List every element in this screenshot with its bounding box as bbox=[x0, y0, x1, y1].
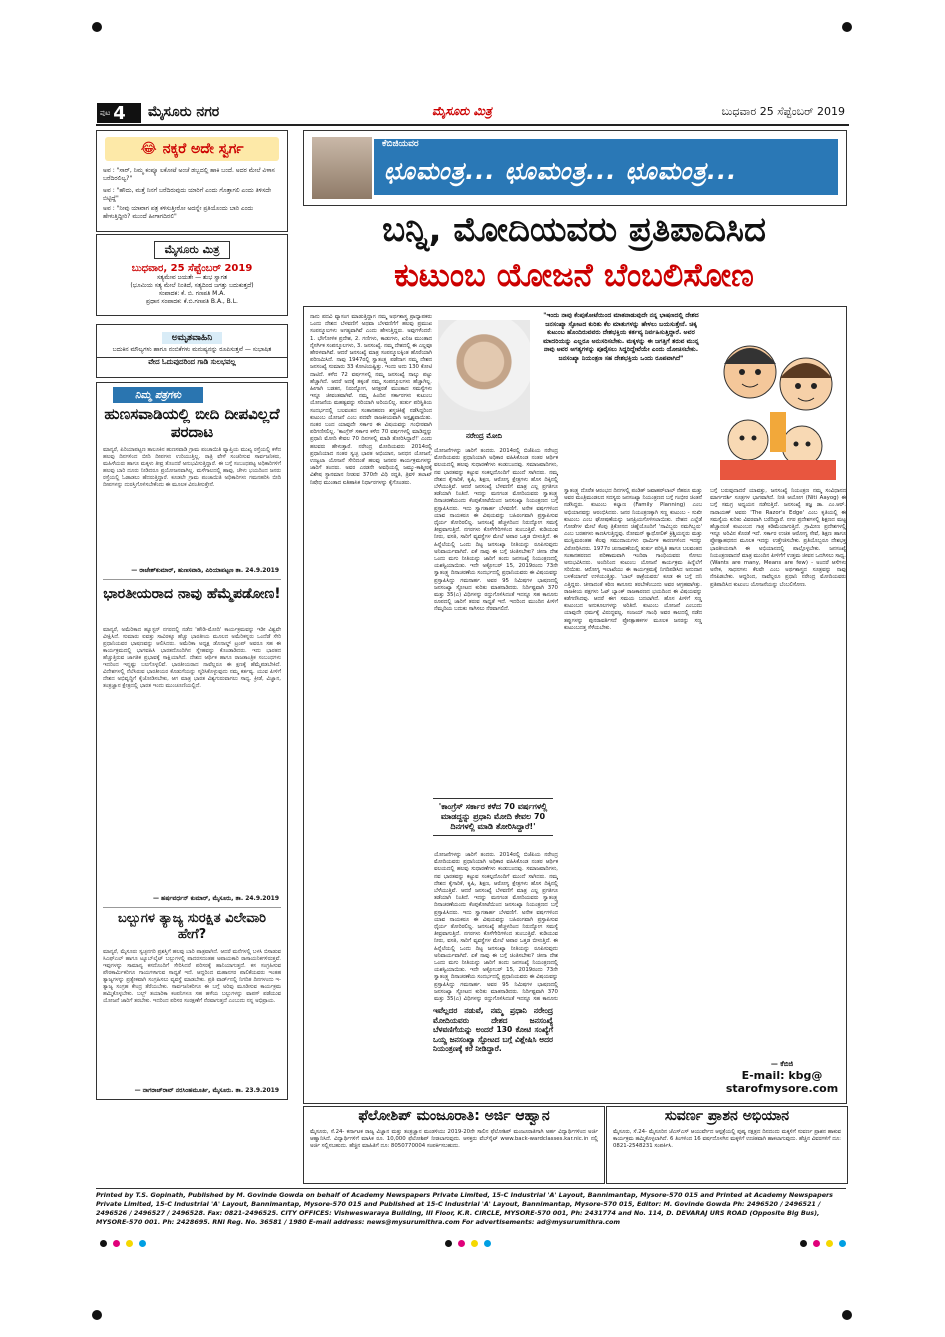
photo-caption: ನರೇಂದ್ರ ಮೋದಿ bbox=[465, 432, 503, 440]
header-rule bbox=[96, 124, 849, 126]
humour-box bbox=[96, 130, 288, 232]
author-contact bbox=[720, 1060, 844, 1095]
article-column-3: ಸ್ವಾತಂತ್ರ್ಯ ದೊರೆತ ಆರಂಭದ ದಿನಗಳಲ್ಲಿ ಪಂಡಿತ್ ಜವಾಹರ್‌ಲಾಲ್ ನೆಹರೂ ಮತ್ತು ಅವರ ಮಂತ್ರಿಮಂಡಲದ ಸದಸ್ಯರು ಜನಸಂಖ್ಯಾ ನಿಯಂತ್ರಣದ ಬಗ್ಗೆ ಗಂಭೀರ ಚಿಂತನೆ ನಡೆಸಿದ್ದರು. ಕುಟುಂಬ ಕಲ್ಯಾಣ (Family Planning) ಎಂಬ ಅಭಿಯಾನವನ್ನು ಆರಂಭಿಸಿದರು. ಜನರ ನಿಯಂತ್ರಣಕ್ಕಾಗಿ ಸಣ್ಣ ಕುಟುಂಬ - ಸುಖೀ ಕುಟುಂಬ ಎಂಬ ಘೋಷಣೆಯನ್ನು ಜನಪ್ರಿಯಗೊಳಿಸಲಾಯಿತು. ದೇಶದ ಎಲ್ಲೆಡೆ ಗೋಡೆಗಳ ಮೇಲೆ ಕೆಂಪು ತ್ರಿಕೋನದ ಚಿಹ್ನೆಯೊಂದಿಗೆ 'ನಾವಿಬ್ಬರು ನಮಗಿಬ್ಬರು' ಎಂಬ ಬರಹಗಳು ಕಾಣಸಿಗುತ್ತಿದ್ದವು. ರೋಮನ್ ಕ್ಯಾಥೋಲಿಕ್ ಕ್ರಿಶ್ಚಿಯನ್ನರು ಮತ್ತು ಮುಸ್ಲಿಮರಂತಹ ಕೆಲವು ಸಮುದಾಯಗಳು ಧಾರ್ಮಿಕ ಕಾರಣಗಳಿಂದ ಇದನ್ನು ವಿರೋಧಿಸಿದರು. 1977ರ ಚುನಾವಣೆಯಲ್ಲಿ ತುರ್ತು ಪರಿಸ್ಥಿತಿ ಹಾಗೂ ಬಲವಂತದ ಸಂತಾನಹರಣದ ಪರಿಣಾಮವಾಗಿ ಇಂದಿರಾ ಗಾಂಧಿಯವರು ಸೋಲು ಅನುಭವಿಸಿದರು. ಅಂದಿನಿಂದ ಕುಟುಂಬ ಯೋಜನೆ ಕಾರ್ಯಕ್ರಮ ಹಿನ್ನೆಲೆಗೆ ಸರಿಯಿತು. ಆರೋಗ್ಯ ಇಲಾಖೆಯು ಈ ಕಾರ್ಯಕ್ರಮಕ್ಕೆ ನಿಗದಿಪಡಿಸಿದ ಅನುದಾನ ಬಳಕೆಯಾಗದೆ ಉಳಿಯುತ್ತಿತ್ತು. 'ಬಾಲ್ ಠಾಕ್ರೆಯವರು' ಕೂಡ ಈ ಬಗ್ಗೆ ದನಿ ಎತ್ತಿದ್ದರು. ಚೀನಾದಂತೆ ಕಠಿಣ ಕಾನೂನು ತರಬೇಕೆಂಬುದು ಅವರ ಆಗ್ರಹವಾಗಿತ್ತು. ರಾಜಕೀಯ ಪಕ್ಷಗಳು ಓಟ್ ಬ್ಯಾಂಕ್ ರಾಜಕಾರಣದ ಭಯದಿಂದ ಈ ವಿಷಯವನ್ನು ಕಡೆಗಣಿಸಿದವು. ಆದರೆ ಈಗ ಸಮಯ ಬದಲಾಗಿದೆ. ಹೊಸ ಪೀಳಿಗೆ ಸಣ್ಣ ಕುಟುಂಬದ ಅನುಕೂಲಗಳನ್ನು ಅರಿತಿದೆ. ಕುಟುಂಬ ಯೋಜನೆ ಎಂಬುದು ಯಾವುದೇ ಧರ್ಮಕ್ಕೆ ವಿರುದ್ಧವಲ್ಲ. ಸಂಜಯ್ ಗಾಂಧಿ ಅವರ ಕಾಲದಲ್ಲಿ ನಡೆದ ತಪ್ಪುಗಳನ್ನು ಪುನರಾವರ್ತಿಸದೆ ಪ್ರೋತ್ಸಾಹಕಗಳ ಮೂಲಕ ಜನರನ್ನು ಸಣ್ಣ ಕುಟುಂಬದತ್ತ ಸೆಳೆಯಬೇಕು. bbox=[564, 488, 702, 631]
print-imprint: Printed by T.S. Gopinath, Published by M. Govinde Gowda on behalf of Academy Newspapers Private Limited, 15-C Industrial 'A' Layout, Bannimantap, Mysore-570 015 and Printed at Academy Newspapers Private Limited, 15-C Industrial 'A' Layout, Bannimantap, Mysore-570 015 and Published at 15-C Industrial 'A' Layout, Bannimantap, Mysore-570 015, Editor: M. Govinde Gowda Ph: 2496520 / 2496521 / 2496526 / 2496527 / 2496528. Fax: 0821-2496525. CITY OFFICES: Vishweswaraya Building, III Floor, K.R. CIRCLE, MYSORE-570 001, Ph: 2431774 and No. 114, D. DEVARAJ URS ROAD (Opposite Big Bus), MYSORE-570 001. Ph: 2428695. RNI Reg. No. 36581 / 1980 E-mail address: news@mysurumithra.com For advertisements: ad@mysurumithra.com bbox=[96, 1188, 846, 1227]
quote-of-day-title: ಅಮೃತವಾಹಿನಿ bbox=[162, 332, 222, 344]
article-column-2b: ಯೋಜನೆಗಳನ್ನು ಜಾರಿಗೆ ತಂದರು. 2014ರಲ್ಲಿ ಬಿಜೆಪಿಯ ನರೇಂದ್ರ ಮೋದಿಯವರು ಪ್ರಧಾನಿಯಾಗಿ ಅಧಿಕಾರ ವಹಿಸಿಕೊಂಡ ನಂತರ ಆರ್ಥಿಕ ವಲಯದಲ್ಲಿ ಹಲವು ಸುಧಾರಣೆಗಳು ಕಂಡುಬಂದವು. ಸಮಾಜವಾದಿಗಳು, ನವ ಭಾರತವನ್ನು ಕಟ್ಟುವ ಸಂಕಲ್ಪದೊಂದಿಗೆ ಮುಂದೆ ಸಾಗಿದರು. ನಮ್ಮ ದೇಶದ ಕೈಗಾರಿಕೆ, ಕೃಷಿ, ಶಿಕ್ಷಣ, ಆರೋಗ್ಯ ಕ್ಷೇತ್ರಗಳು ಹೊಸ ದಿಕ್ಕಿನಲ್ಲಿ ಬೆಳೆಯುತ್ತಿವೆ. ಆದರೆ ಜನಸಂಖ್ಯೆ ಬೆಳವಣಿಗೆ ಮಾತ್ರ ಎಲ್ಲ ಪ್ರಗತಿಗೂ ತಡೆಯಾಗಿ ನಿಂತಿದೆ. ಇದನ್ನು ಮನಗಂಡ ಮೋದಿಯವರು ಸ್ವಾತಂತ್ರ್ಯ ದಿನಾಚರಣೆಯಂದು ಕೆಂಪುಕೋಟೆಯಿಂದ ಜನಸಂಖ್ಯಾ ನಿಯಂತ್ರಣದ ಬಗ್ಗೆ ಪ್ರಸ್ತಾಪಿಸಿದರು. ಇದು ಸ್ವಾಗತಾರ್ಹ ಬೆಳವಣಿಗೆ. ಅನೇಕ ವರ್ಷಗಳಿಂದ ಯಾವ ನಾಯಕರೂ ಈ ವಿಷಯವನ್ನು ಬಹಿರಂಗವಾಗಿ ಪ್ರಸ್ತಾಪಿಸುವ ಧೈರ್ಯ ತೋರಿರಲಿಲ್ಲ. ಜನಸಂಖ್ಯೆ ಹೆಚ್ಚಳದಿಂದ ನಿರುದ್ಯೋಗ ಸಮಸ್ಯೆ ತೀವ್ರವಾಗುತ್ತಿದೆ. ನಗರಗಳು ಕೊಳೆಗೇರಿಗಳಿಂದ ತುಂಬುತ್ತಿವೆ. ಕುಡಿಯುವ ನೀರು, ವಸತಿ, ಸಾರಿಗೆ ವ್ಯವಸ್ಥೆಗಳ ಮೇಲೆ ಅಪಾರ ಒತ್ತಡ ಬೀಳುತ್ತಿದೆ. ಈ ಹಿನ್ನೆಲೆಯಲ್ಲಿ ಒಂದು ದಿಟ್ಟ ಜನಸಂಖ್ಯಾ ನೀತಿಯನ್ನು ರೂಪಿಸುವುದು ಅನಿವಾರ್ಯವಾಗಿದೆ. ಏಕೆ ನಾವು ಈ ಬಗ್ಗೆ ಚಿಂತಿಸಬೇಕು? ಚೀನಾ ದೇಶ ಒಂದು ಮಗು ನೀತಿಯನ್ನು ಜಾರಿಗೆ ತಂದು ಜನಸಂಖ್ಯೆ ನಿಯಂತ್ರಣದಲ್ಲಿ ಯಶಸ್ವಿಯಾಯಿತು. ಇದೇ ಅಕ್ಟೋಬರ್ 15, 2019ರಂದು 73ನೇ ಸ್ವಾತಂತ್ರ್ಯ ದಿನಾಚರಣೆಯ ಸಂದರ್ಭದಲ್ಲಿ ಪ್ರಧಾನಿಯವರು ಈ ವಿಷಯವನ್ನು ಪ್ರಸ್ತಾಪಿಸಿದ್ದು ಗಮನಾರ್ಹ. ಅವರ 95 ನಿಮಿಷಗಳ ಭಾಷಣದಲ್ಲಿ ಜನಸಂಖ್ಯಾ ಸ್ಫೋಟದ ಕುರಿತು ಮಾತನಾಡಿದರು. ನಿರ್ದಿಷ್ಟವಾಗಿ 370 ಮತ್ತು 35(ಎ) ವಿಧಿಗಳನ್ನು ರದ್ದುಗೊಳಿಸಿದಂತೆ ಇದನ್ನೂ ಸಹ ಕಾನೂನು bbox=[434, 852, 558, 1002]
issue-date: ಬುಧವಾರ 25 ಸೆಪ್ಟೆಂಬರ್ 2019 bbox=[721, 105, 845, 118]
article-headline: ಬನ್ನಿ, ಮೋದಿಯವರು ಪ್ರತಿಪಾದಿಸಿದ bbox=[382, 210, 766, 250]
masthead-line: ಸತ್ಯಮೇವ ಜಯತೇ — ಶುಭ ಸ್ವಾಗತ bbox=[156, 274, 228, 281]
joke-text: ಅವ : "ಸಾರ್, ನಿಮ್ಮ ಕಂಪ್ಯೂ ಲಕೋಟೆ ಅಂಚೆ ಡಬ್ಬದಲ್ಲಿ ಹಾಕಿ ಬಂದೆ. ಅದರ ಮೇಲೆ ವಿಳಾಸ ಬರೆದಿರಲಿಲ್ವ?" bbox=[103, 167, 275, 182]
quote-of-day-box bbox=[96, 324, 288, 378]
registration-mark bbox=[842, 1310, 852, 1320]
suvarna-notice bbox=[606, 1106, 848, 1184]
quote-of-day-line: ವೇದ ಓದುವುದರಿಂದ ಗಾಡಿ ಸುಲಭವಲ್ಲ bbox=[97, 357, 287, 367]
author-email[interactable]: E-mail: kbg@ bbox=[741, 1069, 823, 1082]
columnist-photo bbox=[312, 137, 372, 199]
editor-line: ಸಂಪಾದಕ: ಕೆ. ಬಿ. ಗಣಪತಿ M.A. bbox=[158, 290, 226, 297]
page-label: ಪುಟ bbox=[100, 108, 111, 117]
column-banner bbox=[303, 130, 847, 206]
author-website[interactable]: starofmysore.com bbox=[725, 1082, 839, 1095]
pull-quote: 'ಕಾಂಗ್ರೆಸ್ ಸರ್ಕಾರ ಕಳೆದ 70 ವರ್ಷಗಳಲ್ಲಿ ಮಾಡದ್ದನ್ನು ಪ್ರಧಾನಿ ಮೋದಿ ಕೇವಲ 70 ದಿನಗಳಲ್ಲಿ ಮಾಡಿ ತೋರಿಸಿದ್ದಾರೆ!' bbox=[433, 798, 553, 836]
letter-signature: — ನಾಗರಾಜ್‌ರಾವ್ ನರಸಿಂಹಮೂರ್ತಿ, ಮೈಸೂರು. ತಾ. 23.9.2019 bbox=[134, 1087, 279, 1094]
letters-section bbox=[96, 382, 288, 1100]
registration-mark bbox=[92, 1310, 102, 1320]
fellowship-notice bbox=[303, 1106, 605, 1184]
page-number-badge bbox=[97, 103, 141, 123]
suvarna-title: ಸುವರ್ಣ ಪ್ರಾಶನ ಅಭಿಯಾನ bbox=[664, 1108, 790, 1124]
article-column-1: ನಾನು ಪದವಿ ವ್ಯಾಸಂಗ ಮಾಡುತ್ತಿದ್ದಾಗ ನಮ್ಮ ಅರ್ಥಶಾಸ್ತ್ರ ಪ್ರಾಧ್ಯಾಪಕರು ಒಂದು ದೇಶದ ಬೆಳವಣಿಗೆ ಅಥವಾ ಬೆಳವಣಿಗೆಗೆ ಹಲವು ಪ್ರಮುಖ ಸಂಪನ್ಮೂಲಗಳು ಅಗತ್ಯವಾಗಿವೆ ಎಂದು ಹೇಳುತ್ತಿದ್ದರು. ಅವುಗಳೆಂದರೆ: 1. ಭೌಗೋಳಿಕ ಪ್ರದೇಶ, 2. ಗಣಿಗಳು, ಕಾಡುಗಳು, ಖನಿಜ ಮುಂತಾದ ನೈಸರ್ಗಿಕ ಸಂಪನ್ಮೂಲಗಳು, 3. ಜನಸಂಖ್ಯೆ. ನಮ್ಮ ದೇಶದಲ್ಲಿ ಈ ಎಲ್ಲವೂ ಹೇರಳವಾಗಿವೆ. ಆದರೆ ಜನಸಂಖ್ಯೆ ಮಾತ್ರ ಸಂಪನ್ಮೂಲಕ್ಕಿಂತ ಹೊರೆಯಾಗಿ ಪರಿಣಮಿಸಿದೆ. ನಾವು 1947ರಲ್ಲಿ ಸ್ವಾತಂತ್ರ್ಯ ಪಡೆದಾಗ ನಮ್ಮ ದೇಶದ ಜನಸಂಖ್ಯೆ ಸುಮಾರು 33 ಕೋಟಿಯಷ್ಟಿತ್ತು. ಇಂದು ಅದು 130 ಕೋಟಿ ದಾಟಿದೆ. ಕಳೆದ 72 ವರ್ಷಗಳಲ್ಲಿ ನಮ್ಮ ಜನಸಂಖ್ಯೆ ನಾಲ್ಕು ಪಟ್ಟು ಹೆಚ್ಚಾಗಿದೆ. ಆದರೆ ಅದಕ್ಕೆ ತಕ್ಕಂತೆ ನಮ್ಮ ಸಂಪನ್ಮೂಲಗಳು ಹೆಚ್ಚಾಗಿಲ್ಲ. ಹೀಗಾಗಿ ಬಡತನ, ನಿರುದ್ಯೋಗ, ಅನಕ್ಷರತೆ ಮುಂತಾದ ಸಮಸ್ಯೆಗಳು ಇನ್ನೂ ಜೀವಂತವಾಗಿವೆ. ನಮ್ಮ ಹಿಂದಿನ ಸರ್ಕಾರಗಳು ಕುಟುಂಬ ಯೋಜನೆಯ ಮಹತ್ವವನ್ನು ಸರಿಯಾಗಿ ಅರಿಯಲಿಲ್ಲ. ತುರ್ತು ಪರಿಸ್ಥಿತಿಯ ಸಂದರ್ಭದಲ್ಲಿ ಬಲವಂತದ ಸಂತಾನಹರಣ ಶಸ್ತ್ರಚಿಕಿತ್ಸೆ ನಡೆಸಿದ್ದರಿಂದ ಕುಟುಂಬ ಯೋಜನೆ ಎಂಬ ಪದವೇ ರಾಜಕೀಯವಾಗಿ ಅಸ್ಪೃಶ್ಯವಾಯಿತು. ನಂತರ ಬಂದ ಯಾವುದೇ ಸರ್ಕಾರ ಈ ವಿಷಯವನ್ನು ಗಂಭೀರವಾಗಿ ಪರಿಗಣಿಸಲಿಲ್ಲ. 'ಕಾಂಗ್ರೆಸ್ ಸರ್ಕಾರ ಕಳೆದ 70 ವರ್ಷಗಳಲ್ಲಿ ಮಾಡಿದ್ದನ್ನು ಪ್ರಧಾನಿ ಮೋದಿ ಕೇವಲ 70 ದಿನಗಳಲ್ಲಿ ಮಾಡಿ ತೋರಿಸಿದ್ದಾರೆ!' ಎಂದು ಹಲವರು ಹೇಳುತ್ತಾರೆ. ನರೇಂದ್ರ ಮೋದಿಯವರು 2014ರಲ್ಲಿ ಪ್ರಧಾನಿಯಾದ ನಂತರ ಸ್ವಚ್ಛ ಭಾರತ ಅಭಿಯಾನ, ಜನಧನ ಯೋಜನೆ, ಉಜ್ವಲಾ ಯೋಜನೆ ಸೇರಿದಂತೆ ಹಲವು ಜನಪರ ಕಾರ್ಯಕ್ರಮಗಳನ್ನು ಜಾರಿಗೆ ತಂದರು. ಅವರ ಎರಡನೇ ಅವಧಿಯಲ್ಲಿ ಜಮ್ಮು-ಕಾಶ್ಮೀರಕ್ಕೆ ವಿಶೇಷ ಸ್ಥಾನಮಾನ ನೀಡುವ 370ನೇ ವಿಧಿ ರದ್ದತಿ, ತ್ರಿವಳಿ ತಲಾಖ್ ನಿಷೇಧ ಮುಂತಾದ ಐತಿಹಾಸಿಕ ನಿರ್ಧಾರಗಳನ್ನು ಕೈಗೊಂಡರು. bbox=[310, 314, 432, 486]
letter-body: ಮಾನ್ಯರೆ, ಪಿರಿಯಾಪಟ್ಟಣ ತಾಲೂಕಿನ ಹುಣಸವಾಡಿ ಗ್ರಾಮ ಪಂಚಾಯಿತಿ ವ್ಯಾಪ್ತಿಯ ಮುಖ್ಯ ರಸ್ತೆಯಲ್ಲಿ ಕಳೆದ ಹಲವು ದಿನಗಳಿಂದ ಬೀದಿ ದೀಪಗಳು ಉರಿಯುತ್ತಿಲ್ಲ. ರಾತ್ರಿ ವೇಳೆ ಸಂಚರಿಸುವ ಸಾರ್ವಜನಿಕರು, ಮಹಿಳೆಯರು ಹಾಗೂ ಮಕ್ಕಳು ತೀವ್ರ ತೊಂದರೆ ಅನುಭವಿಸುತ್ತಿದ್ದಾರೆ. ಈ ಬಗ್ಗೆ ಸಂಬಂಧಪಟ್ಟ ಅಧಿಕಾರಿಗಳಿಗೆ ಹಲವು ಬಾರಿ ದೂರು ನೀಡಿದರೂ ಪ್ರಯೋಜನವಾಗಿಲ್ಲ. ಮಳೆಗಾಲದಲ್ಲಿ ಹಾವು, ಚೇಳು ಭಯದಿಂದ ಜನರು ರಸ್ತೆಯಲ್ಲಿ ಓಡಾಡಲು ಹೆದರುತ್ತಿದ್ದಾರೆ. ಕೂಡಲೇ ಗ್ರಾಮ ಪಂಚಾಯಿತಿ ಅಧಿಕಾರಿಗಳು ಗಮನಹರಿಸಿ ಬೀದಿ ದೀಪಗಳನ್ನು ದುರಸ್ತಿಗೊಳಿಸಬೇಕೆಂದು ಈ ಮೂಲಕ ವಿನಂತಿಸುತ್ತೇನೆ. bbox=[103, 447, 281, 488]
author-sign: — ಕೆಬಿಜಿ bbox=[770, 1060, 794, 1068]
fellowship-body: ಮೈಸೂರು, ಸೆ.24- ಕರ್ನಾಟಕ ರಾಜ್ಯ ವಿಜ್ಞಾನ ಮತ್ತು ತಂತ್ರಜ್ಞಾನ ಮಂಡಳಿಯು 2019-20ನೇ ಸಾಲಿನ ಫೆಲೋಶಿಪ್ ಮಂಜೂರಾತಿಗಾಗಿ ಅರ್ಹ ವಿದ್ಯಾರ್ಥಿಗಳಿಂದ ಅರ್ಜಿ ಆಹ್ವಾನಿಸಿದೆ. ವಿದ್ಯಾರ್ಥಿಗಳಿಗೆ ಮಾಸಿಕ ರೂ. 10,000 ಫೆಲೋಶಿಪ್ ನೀಡಲಾಗುವುದು. ಆಸಕ್ತರು ವೆಬ್‌ಸೈಟ್ www.back-wardclasses.kar.nic.in ನಲ್ಲಿ ಅರ್ಜಿ ಸಲ್ಲಿಸಬಹುದು. ಹೆಚ್ಚಿನ ಮಾಹಿತಿಗೆ ದೂ: 8050770004 ಸಂಪರ್ಕಿಸಬಹುದು. bbox=[310, 1129, 598, 1149]
modi-photo bbox=[438, 320, 530, 430]
registration-mark bbox=[92, 22, 102, 32]
pull-quote-2: ಇವೆಲ್ಲದರ ನಡುವೆ, ನಮ್ಮ ಪ್ರಧಾನಿ ನರೇಂದ್ರ ಮೋದಿಯವರು ದೇಶದ ಜನಸಂಖ್ಯೆ ಬೆಳವಣಿಗೆಯನ್ನು ಅಂದರೆ 130 ಕೋಟಿ ಸಂಖ್ಯೆಗೆ ಒಯ್ದ ಜನಸಂಖ್ಯಾ ಸ್ಫೋಟದ ಬಗ್ಗೆ ವಿಶ್ಲೇಷಿಸಿ ಅದರ ನಿಯಂತ್ರಣಕ್ಕೆ ಕರೆ ನೀಡಿದ್ದಾರೆ. bbox=[433, 1006, 553, 1053]
masthead-date: ಬುಧವಾರ, 25 ಸೆಪ್ಟೆಂಬರ್ 2019 bbox=[131, 263, 253, 274]
publisher-line: ಪ್ರಧಾನ ಸಂಪಾದಕ: ಕೆ.ಬಿ.ಗಣಪತಿ B.A., B.L. bbox=[146, 298, 238, 305]
divider bbox=[103, 579, 281, 580]
letter-body: ಮಾನ್ಯರೆ, ಅಮೆರಿಕಾದ ಹ್ಯೂಸ್ಟನ್ ನಗರದಲ್ಲಿ ನಡೆದ 'ಹೌಡಿ-ಮೋದಿ' ಕಾರ್ಯಕ್ರಮವನ್ನು ಇಡೀ ವಿಶ್ವವೇ ವೀಕ್ಷಿಸಿದೆ. ಸುಮಾರು ಐವತ್ತು ಸಾವಿರಕ್ಕೂ ಹೆಚ್ಚು ಭಾರತೀಯ ಮೂಲದ ಅಮೆರಿಕನ್ನರು ಒಂದೆಡೆ ಸೇರಿ ಪ್ರಧಾನಿಯವರ ಭಾಷಣವನ್ನು ಆಲಿಸಿದರು. ಅಮೆರಿಕಾ ಅಧ್ಯಕ್ಷ ಡೊನಾಲ್ಡ್ ಟ್ರಂಪ್ ಅವರೂ ಸಹ ಈ ಕಾರ್ಯಕ್ರಮದಲ್ಲಿ ಭಾಗವಹಿಸಿ ಭಾರತದೊಂದಿಗಿನ ಸ್ನೇಹವನ್ನು ಕೊಂಡಾಡಿದರು. ಇದು ಭಾರತದ ಹೆಚ್ಚುತ್ತಿರುವ ಜಾಗತಿಕ ಪ್ರಭಾವಕ್ಕೆ ಸಾಕ್ಷಿಯಾಗಿದೆ. ದೇಶದ ಆರ್ಥಿಕ ಹಾಗೂ ರಾಜತಾಂತ್ರಿಕ ಸಂಬಂಧಗಳು ಇದರಿಂದ ಇನ್ನಷ್ಟು ಬಲಗೊಳ್ಳಲಿವೆ. ಭಾರತೀಯರಾದ ನಾವೆಲ್ಲರೂ ಈ ಕ್ಷಣಕ್ಕೆ ಹೆಮ್ಮೆಪಡಬೇಕಿದೆ. ವಿದೇಶಗಳಲ್ಲಿ ನೆಲೆಸಿರುವ ಭಾರತೀಯರ ಕೊಡುಗೆಯನ್ನು ಸ್ಮರಿಸಿಕೊಳ್ಳುವುದು ನಮ್ಮ ಕರ್ತವ್ಯ. ಯುವ ಪೀಳಿಗೆ ದೇಶದ ಅಭಿವೃದ್ಧಿಗೆ ಕೈಜೋಡಿಸಬೇಕು, ಆಗ ಮಾತ್ರ ಭಾರತ ವಿಶ್ವಗುರುವಾಗಲು ಸಾಧ್ಯ. ಕ್ರೀಡೆ, ವಿಜ್ಞಾನ, ತಂತ್ರಜ್ಞಾನ ಕ್ಷೇತ್ರದಲ್ಲಿ ಭಾರತ ಇಂದು ಮುಂಚೂಣಿಯಲ್ಲಿದೆ. bbox=[103, 627, 281, 689]
letter-headline: ಭಾರತೀಯರಾದ ನಾವು ಹೆಮ್ಮೆಪಡೋಣ! bbox=[103, 586, 281, 602]
fellowship-title: ಫೆಲೋಶಿಪ್ ಮಂಜೂರಾತಿ: ಅರ್ಜಿ ಆಹ್ವಾನ bbox=[358, 1108, 550, 1124]
color-dots bbox=[100, 1240, 146, 1247]
article-column-2: ಯೋಜನೆಗಳನ್ನು ಜಾರಿಗೆ ತಂದರು. 2014ರಲ್ಲಿ ಬಿಜೆಪಿಯ ನರೇಂದ್ರ ಮೋದಿಯವರು ಪ್ರಧಾನಿಯಾಗಿ ಅಧಿಕಾರ ವಹಿಸಿಕೊಂಡ ನಂತರ ಆರ್ಥಿಕ ವಲಯದಲ್ಲಿ ಹಲವು ಸುಧಾರಣೆಗಳು ಕಂಡುಬಂದವು. ಸಮಾಜವಾದಿಗಳು, ನವ ಭಾರತವನ್ನು ಕಟ್ಟುವ ಸಂಕಲ್ಪದೊಂದಿಗೆ ಮುಂದೆ ಸಾಗಿದರು. ನಮ್ಮ ದೇಶದ ಕೈಗಾರಿಕೆ, ಕೃಷಿ, ಶಿಕ್ಷಣ, ಆರೋಗ್ಯ ಕ್ಷೇತ್ರಗಳು ಹೊಸ ದಿಕ್ಕಿನಲ್ಲಿ ಬೆಳೆಯುತ್ತಿವೆ. ಆದರೆ ಜನಸಂಖ್ಯೆ ಬೆಳವಣಿಗೆ ಮಾತ್ರ ಎಲ್ಲ ಪ್ರಗತಿಗೂ ತಡೆಯಾಗಿ ನಿಂತಿದೆ. ಇದನ್ನು ಮನಗಂಡ ಮೋದಿಯವರು ಸ್ವಾತಂತ್ರ್ಯ ದಿನಾಚರಣೆಯಂದು ಕೆಂಪುಕೋಟೆಯಿಂದ ಜನಸಂಖ್ಯಾ ನಿಯಂತ್ರಣದ ಬಗ್ಗೆ ಪ್ರಸ್ತಾಪಿಸಿದರು. ಇದು ಸ್ವಾಗತಾರ್ಹ ಬೆಳವಣಿಗೆ. ಅನೇಕ ವರ್ಷಗಳಿಂದ ಯಾವ ನಾಯಕರೂ ಈ ವಿಷಯವನ್ನು ಬಹಿರಂಗವಾಗಿ ಪ್ರಸ್ತಾಪಿಸುವ ಧೈರ್ಯ ತೋರಿರಲಿಲ್ಲ. ಜನಸಂಖ್ಯೆ ಹೆಚ್ಚಳದಿಂದ ನಿರುದ್ಯೋಗ ಸಮಸ್ಯೆ ತೀವ್ರವಾಗುತ್ತಿದೆ. ನಗರಗಳು ಕೊಳೆಗೇರಿಗಳಿಂದ ತುಂಬುತ್ತಿವೆ. ಕುಡಿಯುವ ನೀರು, ವಸತಿ, ಸಾರಿಗೆ ವ್ಯವಸ್ಥೆಗಳ ಮೇಲೆ ಅಪಾರ ಒತ್ತಡ ಬೀಳುತ್ತಿದೆ. ಈ ಹಿನ್ನೆಲೆಯಲ್ಲಿ ಒಂದು ದಿಟ್ಟ ಜನಸಂಖ್ಯಾ ನೀತಿಯನ್ನು ರೂಪಿಸುವುದು ಅನಿವಾರ್ಯವಾಗಿದೆ. ಏಕೆ ನಾವು ಈ ಬಗ್ಗೆ ಚಿಂತಿಸಬೇಕು? ಚೀನಾ ದೇಶ ಒಂದು ಮಗು ನೀತಿಯನ್ನು ಜಾರಿಗೆ ತಂದು ಜನಸಂಖ್ಯೆ ನಿಯಂತ್ರಣದಲ್ಲಿ ಯಶಸ್ವಿಯಾಯಿತು. ಇದೇ ಅಕ್ಟೋಬರ್ 15, 2019ರಂದು 73ನೇ ಸ್ವಾತಂತ್ರ್ಯ ದಿನಾಚರಣೆಯ ಸಂದರ್ಭದಲ್ಲಿ ಪ್ರಧಾನಿಯವರು ಈ ವಿಷಯವನ್ನು ಪ್ರಸ್ತಾಪಿಸಿದ್ದು ಗಮನಾರ್ಹ. ಅವರ 95 ನಿಮಿಷಗಳ ಭಾಷಣದಲ್ಲಿ ಜನಸಂಖ್ಯಾ ಸ್ಫೋಟದ ಕುರಿತು ಮಾತನಾಡಿದರು. ನಿರ್ದಿಷ್ಟವಾಗಿ 370 ಮತ್ತು 35(ಎ) ವಿಧಿಗಳನ್ನು ರದ್ದುಗೊಳಿಸಿದಂತೆ ಇದನ್ನೂ ಸಹ ಕಾನೂನು ರೂಪದಲ್ಲಿ ಜಾರಿಗೆ ತರುವ ಸಾಧ್ಯತೆ ಇದೆ. ಇದರಿಂದ ಮುಂದಿನ ಪೀಳಿಗೆ ನೆಮ್ಮದಿಯ ಬದುಕು ಸಾಗಿಸಲು ನೆರವಾಗಲಿದೆ. bbox=[434, 448, 558, 613]
humour-title: 😂 ನಕ್ಕರೆ ಅದೇ ಸ್ವರ್ಗ bbox=[105, 137, 279, 161]
article-quote: "ಇಂದು ನಾವು ಕೆಂಪುಕೋಟೆಯಿಂದ ಮಾತನಾಡುವುದೇ ನನ್ನ ಭಾಷಣದಲ್ಲಿ ದೇಶದ ಜನಸಂಖ್ಯಾ ಸ್ಫೋಟದ ಕುರಿತು ಕೆಲ ಮಾತುಗಳನ್ನು ಹೇಳಲು ಬಯಸುತ್ತೇನೆ. ಚಿಕ್ಕ ಕುಟುಂಬ ಹೊಂದಿರುವವರು ದೇಶಭಕ್ತಿಯ ಕರ್ತವ್ಯ ನಿರ್ವಹಿಸುತ್ತಿದ್ದಾರೆ. ಅವರ ಮಾದರಿಯನ್ನು ಎಲ್ಲರೂ ಅನುಸರಿಸಬೇಕು. ಮಕ್ಕಳನ್ನು ಈ ಜಗತ್ತಿಗೆ ತರುವ ಮುನ್ನ ನಾವು ಅವರ ಅಗತ್ಯಗಳನ್ನು ಪೂರೈಸಲು ಸಿದ್ಧರಿದ್ದೇವೆಯೇ ಎಂದು ಯೋಚಿಸಬೇಕು. ಜನಸಂಖ್ಯಾ ನಿಯಂತ್ರಣ ಸಹ ದೇಶಭಕ್ತಿಯ ಒಂದು ರೂಪವಾಗಿದೆ" bbox=[543, 312, 699, 362]
letter-headline: ಹುಣಸವಾಡಿಯಲ್ಲಿ ಬೀದಿ ದೀಪವಿಲ್ಲದೆ ಪರದಾಟ bbox=[104, 405, 280, 441]
letter-signature: — ಹರ್ಷವರ್ಧನ್ ಕುಮಾರ್, ಮೈಸೂರು, ತಾ. 24.9.2019 bbox=[152, 895, 279, 902]
masthead-logo: ಮೈಸೂರು ಮಿತ್ರ bbox=[432, 104, 492, 118]
columnist-name: ಕೆಬಿಜಿಯವರ bbox=[382, 139, 419, 149]
article-column-4: ಬಗ್ಗೆ ಬರುವುದಾದರೆ ಯಾವತ್ತು, ಜನಸಂಖ್ಯೆ ನಿಯಂತ್ರಣ ನಮ್ಮ ಸಂವಿಧಾನದ ಮಾರ್ಗದರ್ಶಿ ಸೂತ್ರಗಳ ಭಾಗವಾಗಿದೆ. ನೀತಿ ಆಯೋಗ (Niti Aayog) ಈ ಬಗ್ಗೆ ಸಮಗ್ರ ಅಧ್ಯಯನ ನಡೆಸುತ್ತಿದೆ. ಜನಸಂಖ್ಯೆ ತಜ್ಞ ಡಾ. ಎಂ.ಆರ್. ನಾರಾಯಣ್ ಅವರು 'The Razor's Edge' ಎಂಬ ಕೃತಿಯಲ್ಲಿ ಈ ಸಮಸ್ಯೆಯ ಕುರಿತು ವಿವರವಾಗಿ ಬರೆದಿದ್ದಾರೆ. ನಗರ ಪ್ರದೇಶಗಳಲ್ಲಿ ಶಿಕ್ಷಣದ ಮಟ್ಟ ಹೆಚ್ಚಾದಂತೆ ಕುಟುಂಬದ ಗಾತ್ರ ಕಡಿಮೆಯಾಗುತ್ತಿದೆ. ಗ್ರಾಮೀಣ ಪ್ರದೇಶಗಳಲ್ಲಿ ಇನ್ನೂ ಅರಿವಿನ ಕೊರತೆ ಇದೆ. ಸರ್ಕಾರ ಉಚಿತ ಆರೋಗ್ಯ ಸೇವೆ, ಶಿಕ್ಷಣ ಹಾಗೂ ಪ್ರೋತ್ಸಾಹಧನದ ಮೂಲಕ ಇದನ್ನು ಉತ್ತೇಜಿಸಬೇಕು. ಪ್ರತಿಯೊಬ್ಬರೂ ದೇಶಭಕ್ತ ಭಾರತೀಯನಾಗಿ ಈ ಅಭಿಯಾನದಲ್ಲಿ ಪಾಲ್ಗೊಳ್ಳಬೇಕು. ಜನಸಂಖ್ಯೆ ನಿಯಂತ್ರಣವಾದರೆ ಮಾತ್ರ ಮುಂದಿನ ಪೀಳಿಗೆಗೆ ಉತ್ತಮ ಜೀವನ ಒದಗಿಸಲು ಸಾಧ್ಯ. (Wants are many, Means are few) - ಅಂದರೆ ಆಸೆಗಳು ಅನೇಕ, ಸಾಧನಗಳು ಕೆಲವೇ ಎಂಬ ಅರ್ಥಶಾಸ್ತ್ರದ ಸೂತ್ರವನ್ನು ನಾವು ನೆನಪಿಡಬೇಕು. ಆದ್ದರಿಂದ, ನಾವೆಲ್ಲರೂ ಪ್ರಧಾನಿ ನರೇಂದ್ರ ಮೋದಿಯವರು ಪ್ರತಿಪಾದಿಸಿದ ಕುಟುಂಬ ಯೋಜನೆಯನ್ನು ಬೆಂಬಲಿಸೋಣ. bbox=[710, 488, 846, 588]
column-title: ಛೂಮಂತ್ರ... ಛೂಮಂತ್ರ... ಛೂಮಂತ್ರ... bbox=[384, 157, 738, 185]
letter-signature: — ರಾಜೇಶ್‌ಕುಮಾರ್, ಹುಣಸವಾಡಿ, ಪಿರಿಯಾಪಟ್ಟಣ ತಾ. 24.9.2019 bbox=[131, 567, 279, 574]
suvarna-body: ಮೈಸೂರು, ಸೆ.24- ಮೈಸೂರಿನ ಜೆಎಸ್‌ಎಸ್ ಆಯುರ್ವೇದ ಆಸ್ಪತ್ರೆಯಲ್ಲಿ ಪುಷ್ಯ ನಕ್ಷತ್ರದ ದಿನದಂದು ಮಕ್ಕಳಿಗೆ ಸುವರ್ಣ ಪ್ರಾಶನ ಹಾಕುವ ಕಾರ್ಯಕ್ರಮ ಹಮ್ಮಿಕೊಳ್ಳಲಾಗಿದೆ. 6 ತಿಂಗಳಿಂದ 16 ವರ್ಷದೊಳಗಿನ ಮಕ್ಕಳಿಗೆ ಉಚಿತವಾಗಿ ಹಾಕಲಾಗುವುದು. ಹೆಚ್ಚಿನ ವಿವರಗಳಿಗೆ ದೂ: 0821-2548231 ಸಂಪರ್ಕಿಸಿ. bbox=[613, 1129, 841, 1149]
color-dots bbox=[445, 1240, 491, 1247]
joke-text: ಅವ : "ಹೌದು, ಮತ್ತೆ ನಿನಗೆ ಬರೆದಿರುವುದು ಯಾರಿಗೆ ಎಂದು ಗೊತ್ತಾಗಲಿ ಎಂದು ತಿಳಿಸದೇ ಬಿಟ್ಟಿದ್ದೆ" bbox=[103, 187, 272, 202]
masthead-logo: ಮೈಸೂರು ಮಿತ್ರ bbox=[154, 241, 231, 259]
page-number: 4 bbox=[113, 102, 126, 124]
family-cartoon bbox=[710, 312, 846, 482]
article-headline-red: ಕುಟುಂಬ ಯೋಜನೆ ಬೆಂಬಲಿಸೋಣ bbox=[394, 256, 754, 294]
divider bbox=[103, 907, 281, 908]
masthead-box bbox=[96, 234, 288, 316]
registration-mark bbox=[842, 22, 852, 32]
color-dots bbox=[800, 1240, 846, 1247]
masthead-line: (ಭೂಮಿಯ ಸತ್ಯ ಮೇಲೆ ನಿಂತಿದೆ, ಸತ್ಯದಿಂದ ಜಗತ್ತು ಬದುಕುತ್ತದೆ) bbox=[130, 282, 254, 289]
laughing-face-icon: 😂 bbox=[140, 141, 157, 157]
letter-headline: ಬಲ್ಬುಗಳ ತ್ಯಾಜ್ಯ ಸುರಕ್ಷಿತ ವಿಲೇವಾರಿ ಹೇಗೆ? bbox=[117, 911, 267, 942]
section-title: ಮೈಸೂರು ನಗರ bbox=[148, 104, 220, 120]
letter-body: ಮಾನ್ಯರೆ, ಮೈಸೂರು ಸ್ವಚ್ಛನಗರಿ ಪ್ರಶಸ್ತಿಗೆ ಹಲವು ಬಾರಿ ಪಾತ್ರವಾಗಿದೆ. ಆದರೆ ಮನೆಗಳಲ್ಲಿ ಬಳಸಿ ಬಿಸಾಡುವ ಸಿಎಫ್‌ಎಲ್ ಹಾಗೂ ಟ್ಯೂಬ್‌ಲೈಟ್ ಬಲ್ಬುಗಳಲ್ಲಿ ಪಾದರಸದಂತಹ ಅಪಾಯಕಾರಿ ರಾಸಾಯನಿಕಗಳಿರುತ್ತವೆ. ಇವುಗಳನ್ನು ಸಾಮಾನ್ಯ ಕಸದೊಂದಿಗೆ ಸೇರಿಸಿದರೆ ಪರಿಸರಕ್ಕೆ ಹಾನಿಯಾಗುತ್ತದೆ. ಕಸ ಸಂಗ್ರಹಿಸುವ ಪೌರಕಾರ್ಮಿಕರಿಗೂ ಗಾಯಗಳಾಗುವ ಸಾಧ್ಯತೆ ಇದೆ. ಆದ್ದರಿಂದ ಮಹಾನಗರ ಪಾಲಿಕೆಯವರು ಇಂತಹ ತ್ಯಾಜ್ಯಗಳನ್ನು ಪ್ರತ್ಯೇಕವಾಗಿ ಸಂಗ್ರಹಿಸಲು ವ್ಯವಸ್ಥೆ ಮಾಡಬೇಕು. ಪ್ರತಿ ವಾರ್ಡ್‌ನಲ್ಲಿ ನಿಗದಿತ ದಿನಗಳಂದು ಇ-ತ್ಯಾಜ್ಯ ಸಂಗ್ರಹ ಕೇಂದ್ರ ತೆರೆಯಬೇಕು. ಸಾರ್ವಜನಿಕರಿಗೂ ಈ ಬಗ್ಗೆ ಅರಿವು ಮೂಡಿಸುವ ಕಾರ್ಯಕ್ರಮ ಹಮ್ಮಿಕೊಳ್ಳಬೇಕು. ಬಲ್ಬ್ ತಯಾರಿಕಾ ಕಂಪನಿಗಳೂ ಸಹ ಹಳೆಯ ಬಲ್ಬುಗಳನ್ನು ವಾಪಸ್ ಪಡೆಯುವ ಯೋಜನೆ ಜಾರಿಗೆ ತರಬೇಕು. ಇದರಿಂದ ಪರಿಸರ ಸಂರಕ್ಷಣೆಗೆ ನೆರವಾಗುತ್ತದೆ ಎಂಬುದು ನನ್ನ ಅಭಿಪ್ರಾಯ. bbox=[103, 949, 281, 1004]
quote-of-day-body: ಬದುಕಿನ ಮೌಲ್ಯಗಳು ಹಾಗೂ ನಂಬಿಕೆಗಳು ಮನುಷ್ಯನನ್ನು ರೂಪಿಸುತ್ತವೆ — ಸುಭಾಷಿತ bbox=[112, 346, 272, 353]
joke-text: ಅವ : "ನೀವು ಯಾವಾಗ ಪತ್ರ ಕಳಿಸುತ್ತೀರೋ ಅದನ್ನೇ ಪ್ರತಿಯೊಂದು ಬಾರಿ ಎಂದು ಹೇಳುತ್ತಿದ್ದೀರಿ? ಮುಂದೆ ಹೀಗಾಗದಿರಲಿ" bbox=[103, 205, 254, 220]
letters-header: ನಿಮ್ಮ ಪತ್ರಗಳು bbox=[113, 387, 203, 403]
